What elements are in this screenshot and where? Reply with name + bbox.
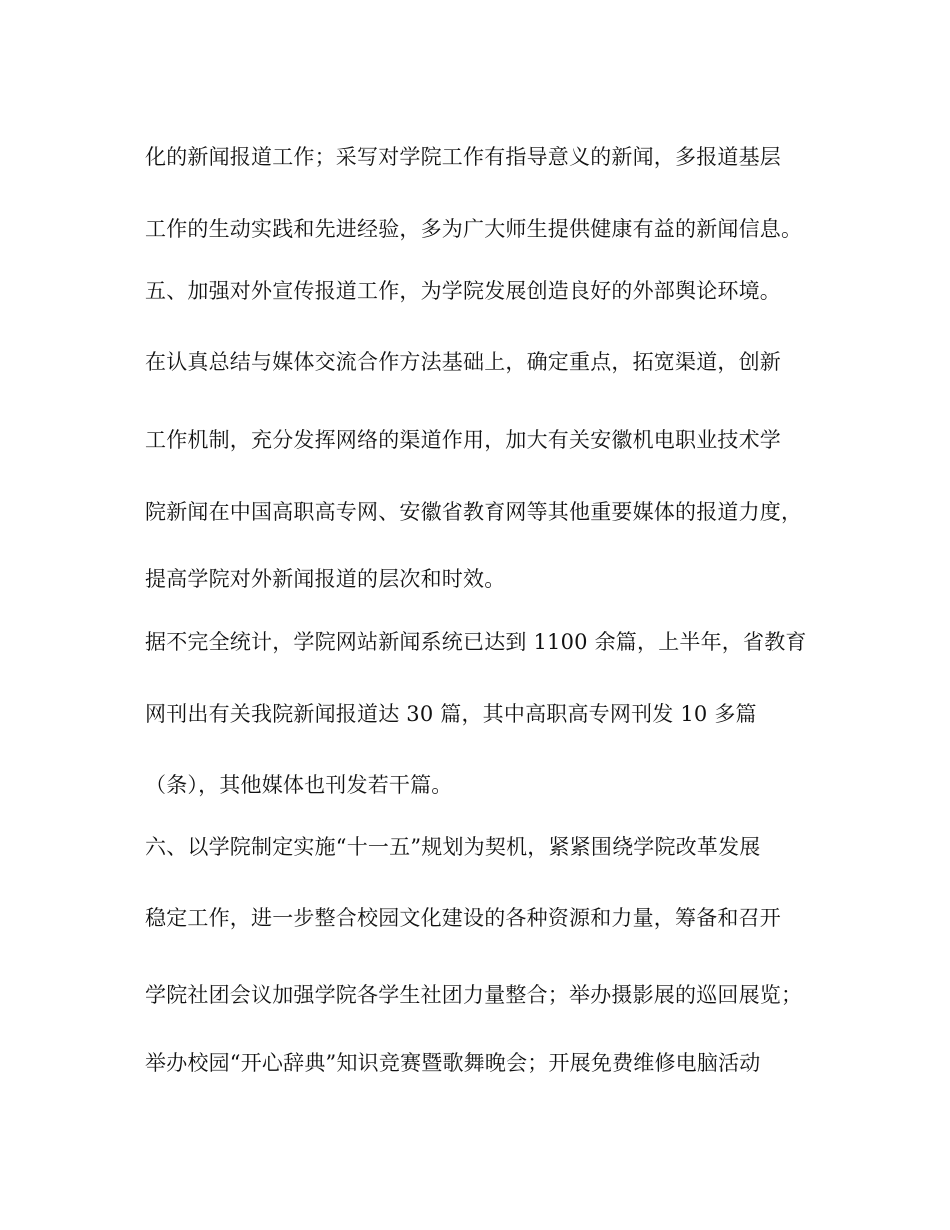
paragraph-line: 据不完全统计，学院网站新闻系统已达到 1100 余篇，上半年，省教育 xyxy=(145,630,807,654)
section-heading-line: 五、加强对外宣传报道工作，为学院发展创造良好的外部舆论环境。 xyxy=(145,279,781,303)
paragraph-line: 举办校园“开心辞典”知识竞赛暨歌舞晚会；开展免费维修电脑活动 xyxy=(145,1051,761,1075)
paragraph-line: 稳定工作，进一步整合校园文化建设的各种资源和力量，筹备和召开 xyxy=(145,906,781,930)
paragraph-line: 在认真总结与媒体交流合作方法基础上，确定重点，拓宽渠道，创新 xyxy=(145,350,781,374)
paragraph-line: 院新闻在中国高职高专网、安徽省教育网等其他重要媒体的报道力度， xyxy=(145,500,803,524)
paragraph-line: 网刊出有关我院新闻报道达 30 篇，其中高职高专网刊发 10 多篇 xyxy=(145,702,757,726)
section-heading-line: 六、以学院制定实施“十一五”规划为契机，紧紧围绕学院改革发展 xyxy=(145,835,761,859)
paragraph-line: （条），其他媒体也刊发若干篇。 xyxy=(145,773,453,797)
paragraph-line: 工作机制，充分发挥网络的渠道作用，加大有关安徽机电职业技术学 xyxy=(145,428,781,452)
paragraph-line: 学院社团会议加强学院各学生社团力量整合；举办摄影展的巡回展览； xyxy=(145,983,803,1007)
paragraph-line: 化的新闻报道工作；采写对学院工作有指导意义的新闻，多报道基层 xyxy=(145,145,781,169)
paragraph-line: 工作的生动实践和先进经验，多为广大师生提供健康有益的新闻信息。 xyxy=(145,217,803,241)
paragraph-line: 提高学院对外新闻报道的层次和时效。 xyxy=(145,567,506,591)
